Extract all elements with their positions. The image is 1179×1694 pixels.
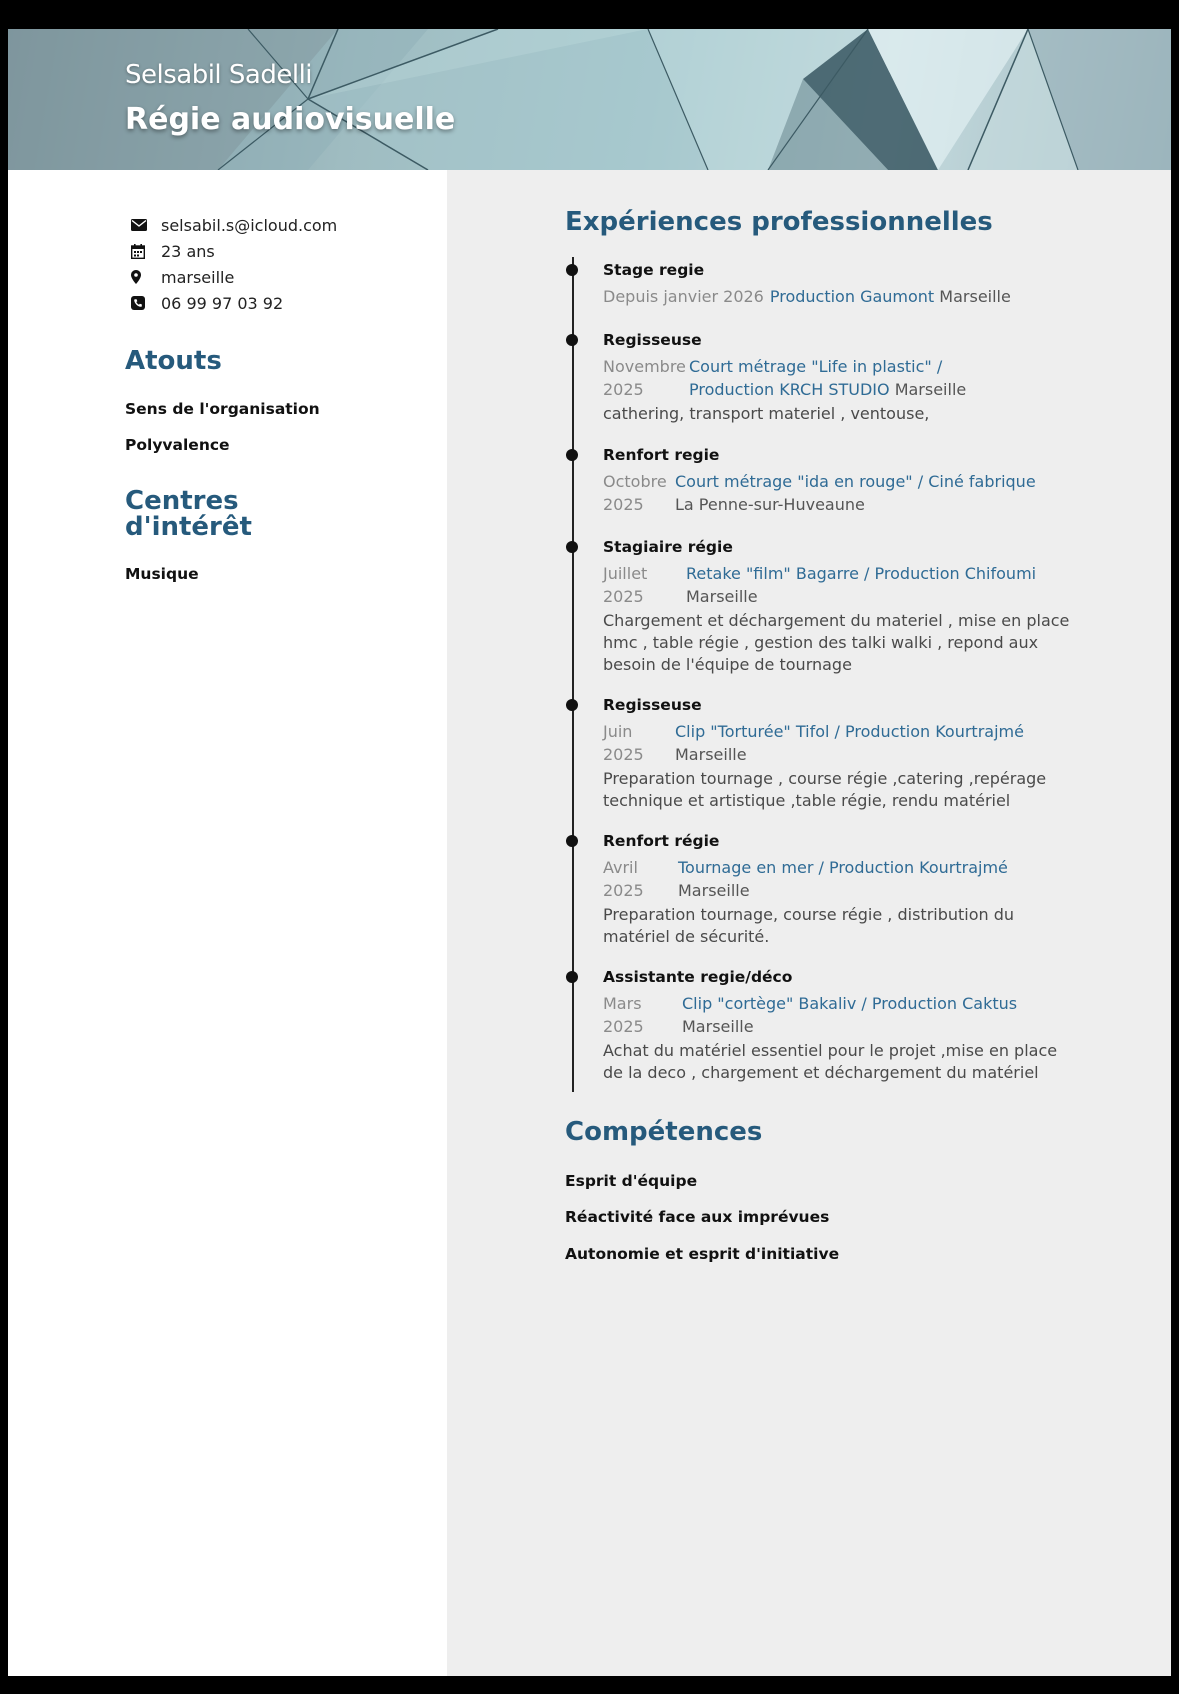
experience-location: Marseille [682,1016,754,1036]
competence-item: Réactivité face aux imprévues [565,1208,830,1226]
experiences-heading: Expériences professionnelles [565,207,993,237]
timeline-dot [566,541,578,553]
experience-details [770,286,1011,309]
experience-meta [603,563,1073,608]
resume-page [8,29,1171,1676]
experience-description: Achat du matériel essentiel pour le projet ,mise en place de la deco , chargement et déchargement du matériel [603,1041,1058,1082]
timeline-dot [566,334,578,346]
experience-location: La Penne-sur-Huveaune [675,494,865,514]
experience-role: Stagiaire régie [603,538,733,556]
experience-item [603,443,1073,516]
experience-description: Preparation tournage, course régie , distribution du matériel de sécurité. [603,905,1015,946]
phone-icon [125,293,153,313]
experience-role: Stage regie [603,261,705,279]
experience-details [675,471,1055,516]
contact-city [125,264,337,290]
experience-date: Octobre 2025 [603,472,667,514]
experience-role: Regisseuse [603,696,702,714]
envelope-icon [125,215,153,235]
experience-org[interactable]: Retake "film" Bagarre / Production Chifoumi [686,564,1037,583]
interet-item: Musique [125,565,199,583]
experience-item [603,535,1073,676]
experience-role: Assistante regie/déco [603,968,793,986]
interets-heading [125,488,252,540]
timeline-dot [566,699,578,711]
person-name: Selsabil Sadelli [125,60,313,90]
experience-date: Avril 2025 [603,858,644,900]
experience-details [686,563,1056,608]
competence-item: Autonomie et esprit d'initiative [565,1245,840,1263]
experience-date: Depuis janvier 2026 [603,287,764,306]
interets-heading-line2: d'intérêt [125,512,252,542]
experience-org[interactable]: Court métrage "ida en rouge" / Ciné fabrique [675,472,1036,491]
experience-meta [603,471,1073,516]
banner-background-image [8,29,1171,170]
atouts-heading: Atouts [125,346,222,376]
timeline-line [572,257,574,1092]
experience-item [603,965,1073,1084]
contact-age-text: 23 ans [161,241,215,261]
timeline-dot [566,264,578,276]
contact-age [125,238,337,264]
contact-email[interactable] [125,212,337,238]
experience-item [603,693,1073,812]
experience-date: Juillet 2025 [603,564,648,606]
experience-location: Marseille [939,287,1011,306]
job-title: Régie audiovisuelle [125,102,456,137]
contact-list [125,212,337,316]
experience-details [682,993,1062,1038]
experience-date: Mars 2025 [603,994,644,1036]
experience-meta [603,286,1073,309]
competences-heading: Compétences [565,1117,763,1147]
contact-phone-text: 06 99 97 03 92 [161,293,284,313]
competence-item: Esprit d'équipe [565,1172,698,1190]
experience-location: Marseille [686,586,758,606]
interets-heading-line1: Centres [125,486,239,516]
experience-location: Marseille [675,744,747,764]
experience-meta [603,993,1073,1038]
experience-org[interactable]: Production Gaumont [769,287,935,306]
contact-city-text: marseille [161,267,235,287]
map-pin-icon [125,267,153,287]
experience-description: cathering, transport materiel , ventouse, [603,404,930,423]
experience-item [603,258,1073,309]
experience-org[interactable]: Clip "cortège" Bakaliv / Production Caktus [682,994,1018,1013]
experience-description: Chargement et déchargement du materiel , mise en place hmc , table régie , gestion des talki walki , repond aux besoin de l'équipe de tournage [603,611,1070,674]
experience-org[interactable]: Tournage en mer / Production Kourtrajmé [678,858,1008,877]
experience-details [678,857,1058,902]
calendar-icon [125,241,153,261]
experience-description: Preparation tournage , course régie ,catering ,repérage technique et artistique ,table régie, rendu matériel [603,769,1047,810]
experience-details [675,721,1055,766]
experience-item [603,829,1073,948]
atout-item: Polyvalence [125,436,230,454]
experience-location: Marseille [678,880,750,900]
experience-location: Marseille [894,379,967,399]
experience-role: Renfort régie [603,832,720,850]
experience-date: Juin 2025 [603,722,644,764]
experience-details [689,356,1019,401]
contact-email-text: selsabil.s@icloud.com [161,215,338,235]
experience-org[interactable]: Clip "Torturée" Tifol / Production Kourtrajmé [675,722,1024,741]
experience-item [603,328,1073,425]
experience-meta [603,356,1073,401]
experience-meta [603,721,1073,766]
experience-role: Renfort regie [603,446,720,464]
timeline-dot [566,835,578,847]
timeline-dot [566,449,578,461]
timeline-dot [566,971,578,983]
header-banner [8,29,1171,170]
atout-item: Sens de l'organisation [125,400,320,418]
contact-phone[interactable] [125,290,337,316]
experience-role: Regisseuse [603,331,702,349]
experience-meta [603,857,1073,902]
experience-org[interactable]: Court métrage "Life in plastic" / Production KRCH STUDIO [689,357,943,399]
experience-date: Novembre 2025 [603,357,686,399]
